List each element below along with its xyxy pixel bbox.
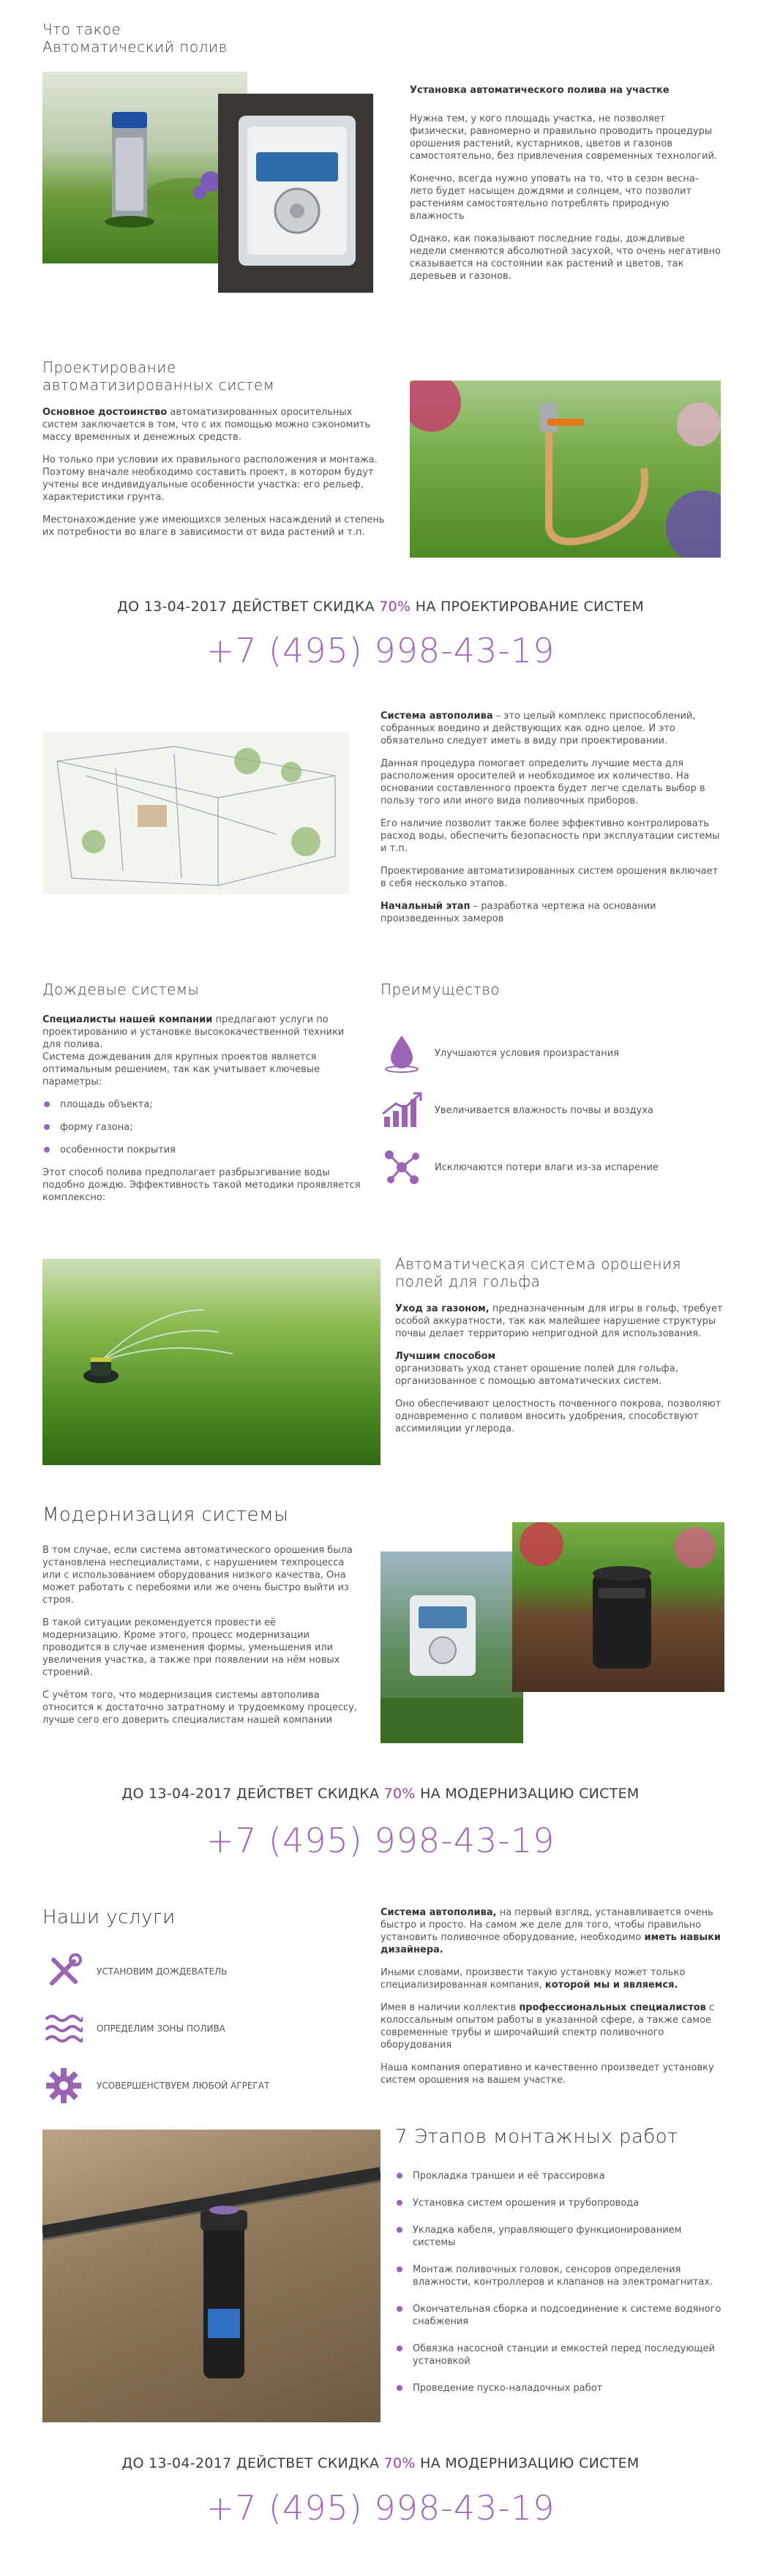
promo-banner-modernization: [0, 1786, 761, 1802]
list-item: особенности покрытия: [42, 1144, 364, 1156]
text-bold: которой мы и являемся.: [544, 1980, 678, 1991]
advantage-item: [380, 1139, 724, 1196]
promo-text: ДО 13-04-2017 ДЕЙСТВЕТ СКИДКА: [116, 599, 380, 615]
text: Иными словами, произвести такую установку может только специализированная компания,: [380, 1967, 686, 1991]
list-item: Монтаж поливочных головок, сенсоров определения влажности, контроллеров и клапанов на электромагнитах.: [395, 2264, 724, 2288]
growth-chart-icon: [380, 1089, 423, 1131]
promo-percent: 70%: [383, 2455, 416, 2471]
text-bold: Основное достоинство: [42, 407, 168, 418]
text-bold: иметь навыки дизайнера.: [380, 1932, 721, 1955]
list-item: Обвязка насосной станции и емкостей перед последующей установкой: [395, 2343, 724, 2367]
promo-text: НА МОДЕРНИЗАЦИЮ СИСТЕМ: [415, 1786, 640, 1802]
promo-text: НА МОДЕРНИЗАЦИЮ СИСТЕМ: [415, 2455, 640, 2471]
list-item: Окончательная сборка и подсоединение к системе водяного снабжения: [395, 2303, 724, 2328]
text-bold: профессиональных специалистов: [519, 2002, 706, 2013]
installation-photo: [42, 2130, 380, 2422]
section-title-design: [42, 359, 350, 394]
service-item: [42, 1943, 350, 2000]
advantages-list: [380, 1025, 724, 1196]
section-title-automatic-watering: [42, 20, 350, 56]
section3-paragraph: Данная процедура помогает определить лучшие места для расположения оросителей и необходимое их количество. На основании составленного проекта будет легче сделать выбор в пользу того или иного вида поливочных приборов.: [380, 758, 705, 806]
title-line: автоматизированных систем: [42, 376, 275, 394]
section5-text: [395, 1303, 724, 1445]
promo-banner-design: [0, 599, 761, 615]
advantage-text: Улучшаются условия произрастания: [435, 1047, 619, 1059]
text: с колоссальным опытом работы в указанной сфере, а также самое современные трубы и широчайший спектр поливочного оборудования: [380, 2002, 715, 2051]
section-title-modernization: Модернизация системы: [42, 1504, 289, 1526]
section1-paragraph: Нужна тем, у кого площадь участка, не позволяет физически, равномерно и правильно проводить процедуры орошения растений, кустарников, цветов и газонов самостоятельно, без привлечения современных технологий.: [410, 113, 718, 162]
service-label: ОПРЕДЕЛИМ ЗОНЫ ПОЛИВА: [97, 2023, 225, 2034]
title-line: Что такое: [42, 20, 121, 38]
title-line: полей для гольфа: [395, 1273, 541, 1290]
list-item: Прокладка траншеи и её трассировка: [395, 2170, 724, 2182]
installation-steps-list: [395, 2170, 724, 2409]
text: предназначенным для игры в гольф, требует особой аккуратности, так как малейшее нарушение структуры почвы делает территорию непригодной для использования.: [395, 1303, 723, 1339]
promo-banner-final: [0, 2455, 761, 2471]
text: автоматизированных оросительных систем заключается в том, что с их помощью можно сэкономить массу временных и денежных средств.: [42, 407, 371, 443]
title-line: Проектирование: [42, 359, 176, 376]
garden-hose-photo: [410, 381, 721, 558]
section1-heading: Установка автоматического полива на участке: [410, 85, 670, 96]
controller-wall-illustration: [380, 1551, 523, 1743]
molecule-icon: [380, 1146, 423, 1188]
sprinkler-illustration: [42, 72, 247, 263]
section4-text: [42, 1014, 364, 1214]
title-line: Автоматическая система орошения: [395, 1255, 682, 1273]
section4-paragraph: Система дождевания для крупных проектов является оптимальным решением, так как учитывает ключевые параметры:: [42, 1052, 320, 1087]
section5-paragraph: организовать уход станет орошение полей для гольфа, организованное с помощью автоматических систем.: [395, 1363, 678, 1387]
section3-paragraph: Его наличие позволит также более эффективно контролировать расход воды, обеспечить безопасность при эксплуатации системы и т.п.: [380, 818, 720, 854]
advantage-item: [380, 1025, 724, 1082]
advantage-item: [380, 1082, 724, 1139]
sprinkler-photo: [42, 72, 247, 263]
scheme-illustration: [42, 732, 350, 894]
services-list: [42, 1943, 350, 2114]
section-title-installation-stages: 7 Этапов монтажных работ: [395, 2126, 678, 2148]
section6-paragraph: С учётом того, что модернизация системы автополива относится к достаточно затратному и трудоемкому процессу, лучше сего его доверить специалистам нашей компании: [42, 1690, 357, 1726]
text-bold: Специалисты нашей компании: [42, 1014, 213, 1025]
section2-paragraph: Но только при условии их правильного расположения и монтажа. Поэтому вначале необходимо составить проект, в котором будут учтены все индивидуальные особенности участка: его рельеф, характеристики грунта.: [42, 454, 378, 503]
controller-illustration: [218, 94, 373, 293]
installation-illustration: [42, 2130, 380, 2422]
parameters-list: [42, 1098, 364, 1156]
section5-paragraph: Оно обеспечивают целостность почвенного покрова, позволяют одновременно с поливом вносить удобрения, способствуют ассимиляции углерода.: [395, 1399, 721, 1434]
section4-paragraph: Этот способ полива предполагает разбрызгивание воды подобно дождю. Эффективность такой методики проявляется комплексно:: [42, 1167, 361, 1203]
service-label: УСТАНОВИМ ДОЖДЕВАТЕЛЬ: [97, 1966, 228, 1977]
controller-photo: [218, 94, 373, 293]
section-title-golf: [395, 1255, 732, 1290]
golf-sprinkler-photo: [42, 1259, 380, 1465]
section6-paragraph: В такой ситуации рекомендуется провести её модернизацию. Кроме этого, процесс модернизации проводится в случае изменения формы, уменьшения или увеличения участка, а также при появлении на нём новых строений.: [42, 1617, 340, 1678]
section-title-services: Наши услуги: [42, 1906, 176, 1928]
list-item: Проведение пуско-наладочных работ: [395, 2382, 724, 2395]
section1-text: [410, 84, 721, 293]
section6-text: [42, 1544, 357, 1737]
advantage-text: Увеличивается влажность почвы и воздуха: [435, 1104, 654, 1116]
phone-number[interactable]: +7 (495) 998-43-19: [206, 631, 555, 670]
section2-paragraph: Местонахождение уже имеющихся зеленых насаждений и степень их потребности во влаге в зависимости от вида растений и т.п.: [42, 514, 385, 538]
water-drop-icon: [380, 1032, 423, 1074]
golf-sprinkler-illustration: [42, 1259, 380, 1465]
controller-wall-photo: [380, 1551, 523, 1743]
service-label: УСОВЕРШЕНСТВУЕМ ЛЮБОЙ АГРЕГАТ: [97, 2081, 270, 2091]
service-item: [42, 2057, 350, 2114]
buried-valve-photo: [512, 1522, 724, 1692]
promo-percent: 70%: [379, 599, 411, 615]
text: на первый взгляд, устанавливается очень быстро и просто. На самом же деле для того, чтобы правильно установить поливочное оборудование, необходимо: [380, 1907, 713, 1943]
list-item: Установка систем орошения и трубопровода: [395, 2197, 724, 2209]
service-item: [42, 2000, 350, 2057]
irrigation-scheme-drawing: [42, 732, 350, 894]
phone-number[interactable]: +7 (495) 998-43-19: [206, 2488, 555, 2528]
buried-valve-illustration: [512, 1522, 724, 1692]
section3-paragraph: Проектирование автоматизированных систем орошения включает в себя несколько этапов.: [380, 866, 719, 889]
section6-paragraph: В том случае, если система автоматического орошения была установлена неспециалистами, с нарушением техпроцесса или с использованием оборудования низкого качества, Она может работать с перебоями или же очень быстро выйти из строя.: [42, 1545, 353, 1606]
section7-paragraph: Наша компания оперативно и качественно произведет установку систем орошения на вашем участке.: [380, 2062, 714, 2086]
tools-icon: [42, 1950, 85, 1993]
advantage-text: Исключаются потери влаги из-за испарение: [435, 1161, 659, 1173]
promo-text: ДО 13-04-2017 ДЕЙСТВЕТ СКИДКА: [121, 1786, 384, 1802]
promo-percent: 70%: [383, 1786, 416, 1802]
section7-text: [380, 1906, 724, 2097]
text-bold: Система автополива: [380, 711, 493, 722]
text: – это целый комплекс приспособлений, собранных воедино и действующих как одно целое. И это обязательно следует иметь в виду при проектировании.: [380, 711, 696, 746]
text: предлагают услуги по проектированию и установке высококачественной техники для полива.: [42, 1014, 345, 1050]
section1-paragraph: Однако, как показывают последние годы, дождливые недели сменяются абсолютной засухой, что очень негативно сказывается на состоянии как растений и цветов, так деревьев и газонов.: [410, 233, 721, 282]
list-item: Укладка кабеля, управляющего функционированием системы: [395, 2224, 724, 2249]
text-bold: Уход за газоном,: [395, 1303, 490, 1314]
text-bold: Система автополива,: [380, 1907, 497, 1918]
promo-text: ДО 13-04-2017 ДЕЙСТВЕТ СКИДКА: [121, 2455, 384, 2471]
section-title-advantages: Преимущество: [380, 981, 501, 998]
list-item: площадь объекта;: [42, 1098, 364, 1111]
section3-text: [380, 710, 724, 935]
text: Имея в наличии коллектив: [380, 2002, 520, 2013]
section1-paragraph: Конечно, всегда нужно уповать на то, что в сезон весна-лето будет насыщен дождями и солнцем, что позволит растениям самостоятельно потреблять природную влажность: [410, 173, 699, 222]
section-title-rain-systems: Дождевые системы: [42, 981, 200, 998]
garden-hose-illustration: [410, 381, 721, 558]
text-bold: Лучшим способом: [395, 1351, 496, 1362]
section2-text: [42, 406, 386, 549]
phone-number[interactable]: +7 (495) 998-43-19: [206, 1821, 555, 1860]
water-waves-icon: [42, 2007, 85, 2050]
text-bold: Начальный этап: [380, 901, 471, 912]
gear-icon: [42, 2064, 85, 2107]
title-line: Автоматический полив: [42, 38, 228, 56]
text: – разработка чертежа на основании произведенных замеров: [380, 901, 656, 924]
list-item: форму газона;: [42, 1121, 364, 1134]
promo-text: НА ПРОЕКТИРОВАНИЕ СИСТЕМ: [411, 599, 645, 615]
